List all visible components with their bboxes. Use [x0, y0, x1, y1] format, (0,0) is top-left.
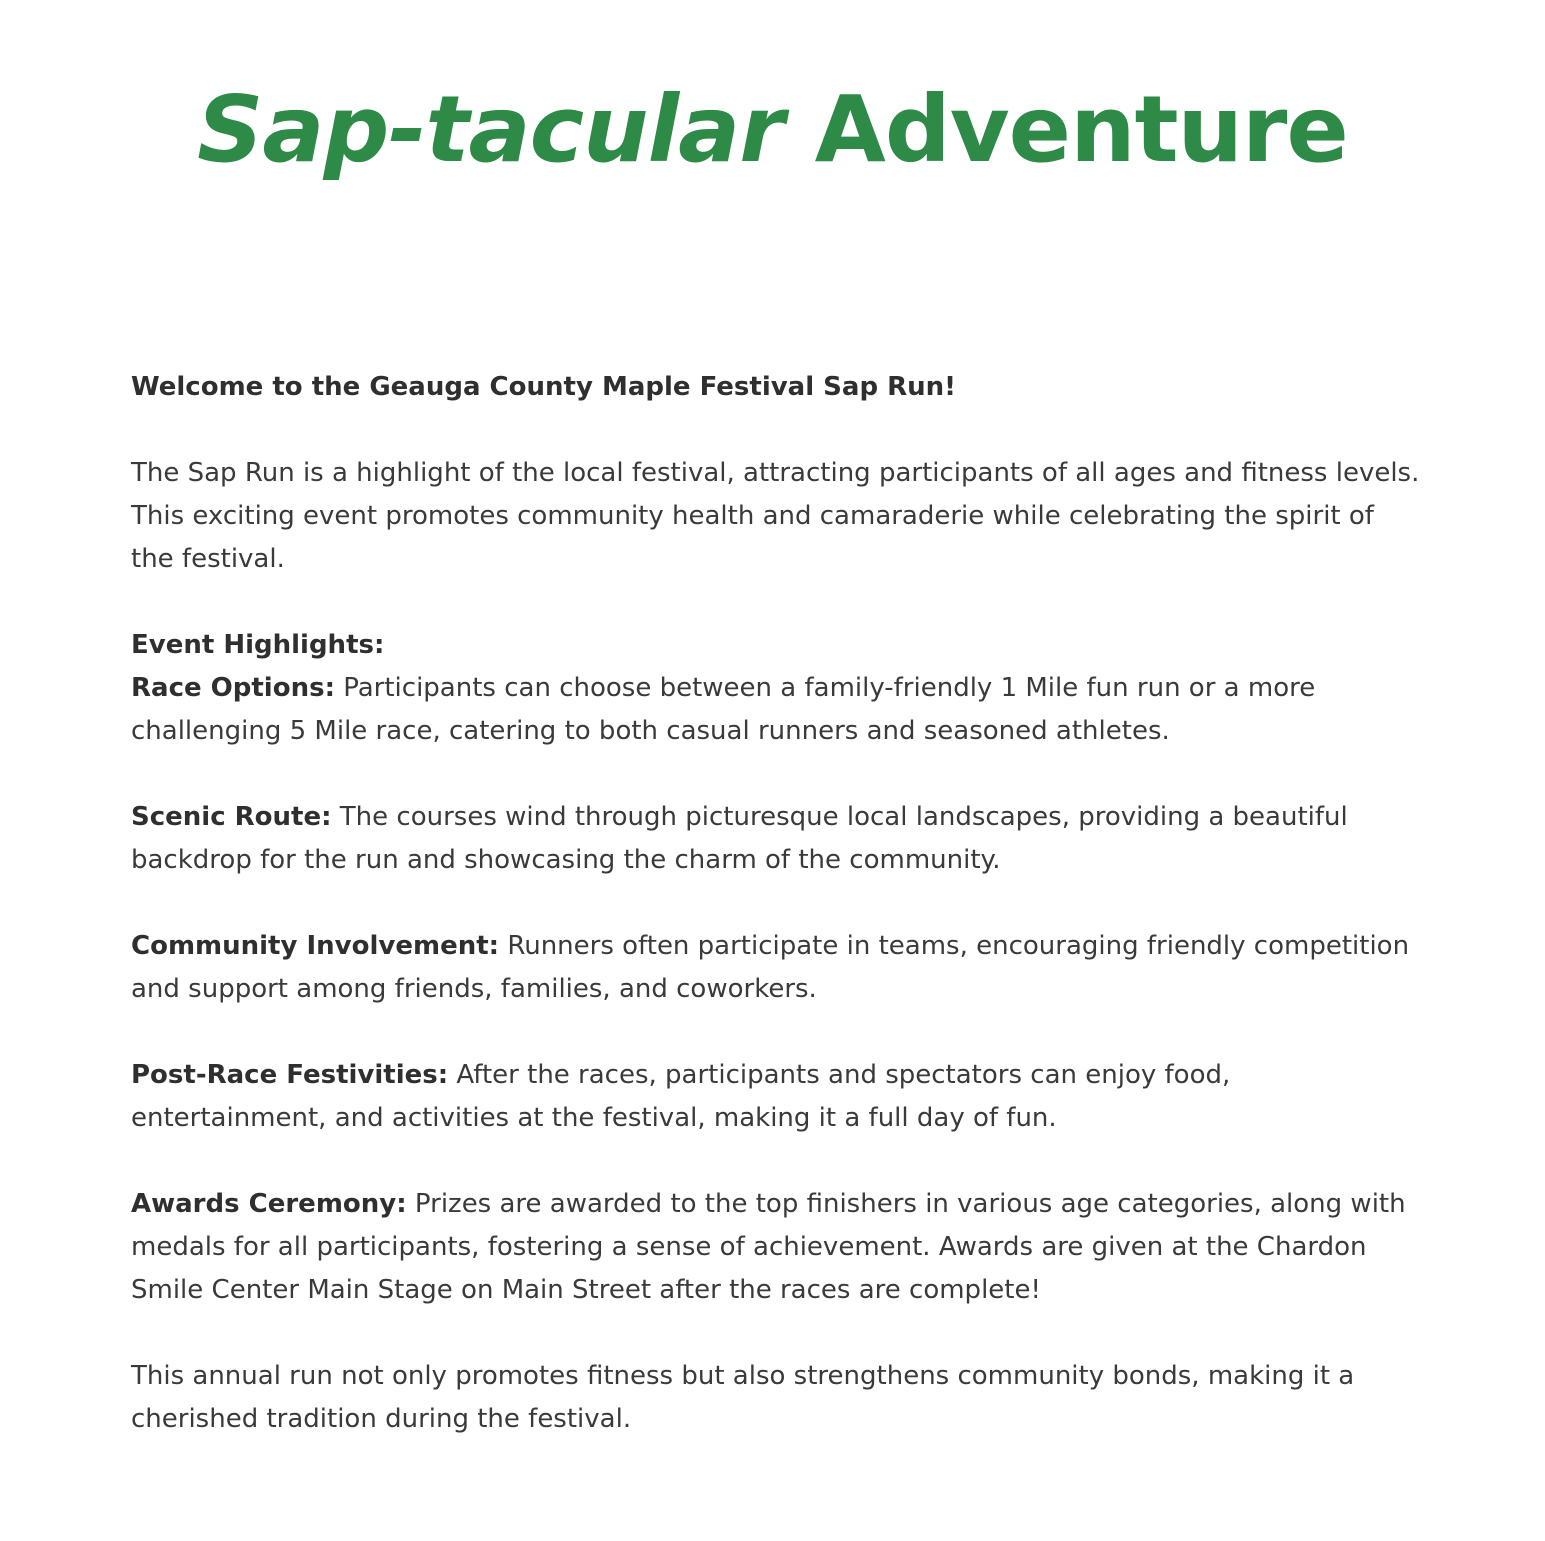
highlight-label: Community Involvement: — [131, 931, 500, 961]
highlight-label: Race Options: — [131, 673, 335, 703]
highlight-label: Scenic Route: — [131, 802, 332, 832]
highlight-text: After the races, participants and spectators can enjoy food, entertainment, and activities at the festival, making it a full day of fun. — [131, 1060, 1231, 1133]
page-title — [0, 74, 1545, 186]
highlight-text: Participants can choose between a family-friendly 1 Mile fun run or a more challenging 5 Mile race, catering to both casual runners and seasoned athletes. — [131, 673, 1316, 746]
welcome-text: Welcome to the Geauga County Maple Festival Sap Run! — [131, 372, 957, 402]
title-rest: Adventure — [814, 76, 1348, 183]
highlight-scenic-route — [131, 796, 1421, 882]
highlight-label: Post-Race Festivities: — [131, 1060, 449, 1090]
highlight-post-race-festivities — [131, 1054, 1421, 1140]
article-body — [131, 366, 1421, 1441]
highlight-text: The courses wind through picturesque local landscapes, providing a beautiful backdrop for the run and showcasing the charm of the community. — [131, 802, 1348, 875]
welcome-heading — [131, 366, 1421, 409]
highlights-heading — [131, 624, 1421, 667]
title-italic-part: Sap-tacular — [197, 76, 784, 183]
highlight-text: Runners often participate in teams, encouraging friendly competition and support among friends, families, and coworkers. — [131, 931, 1410, 1004]
highlight-text: Prizes are awarded to the top finishers in various age categories, along with medals for all participants, fostering a sense of achievement. Awards are given at the Chardon Smile Center Main Stage on Main Street after the races are complete! — [131, 1189, 1406, 1305]
intro-paragraph: The Sap Run is a highlight of the local festival, attracting participants of all ages and fitness levels. This exciting event promotes community health and camaraderie while celebrating the spirit of the festival. — [131, 458, 1420, 574]
highlight-label: Awards Ceremony: — [131, 1189, 407, 1219]
closing-paragraph: This annual run not only promotes fitness but also strengthens community bonds, making it a cherished tradition during the festival. — [131, 1361, 1355, 1434]
highlight-awards-ceremony — [131, 1183, 1421, 1312]
highlights-heading-text: Event Highlights: — [131, 630, 385, 660]
highlight-race-options — [131, 667, 1421, 753]
highlight-community-involvement — [131, 925, 1421, 1011]
